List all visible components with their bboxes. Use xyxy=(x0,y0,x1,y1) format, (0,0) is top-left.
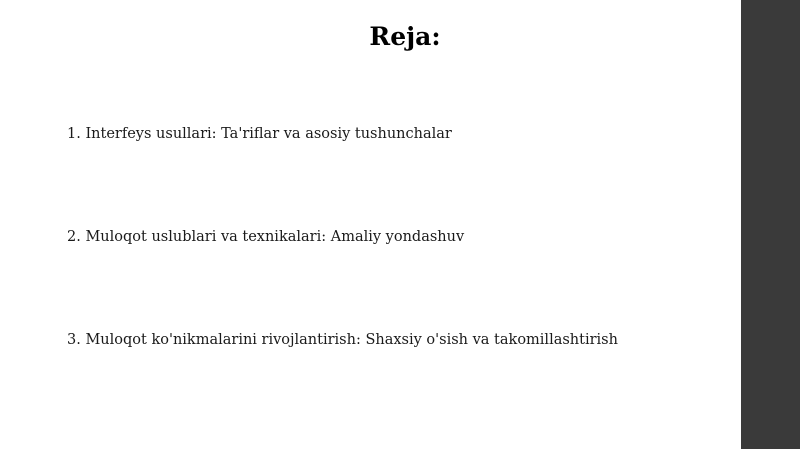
plan-item-2: 2. Muloqot uslublari va texnikalari: Amaliy yondashuv xyxy=(67,229,465,245)
plan-item-3: 3. Muloqot ko'nikmalarini rivojlantirish: Shaxsiy o'sish va takomillashtirish xyxy=(67,332,618,348)
slide-title: Reja: xyxy=(369,22,441,51)
side-panel xyxy=(741,0,800,449)
plan-item-1: 1. Interfeys usullari: Ta'riflar va asosiy tushunchalar xyxy=(67,126,452,142)
